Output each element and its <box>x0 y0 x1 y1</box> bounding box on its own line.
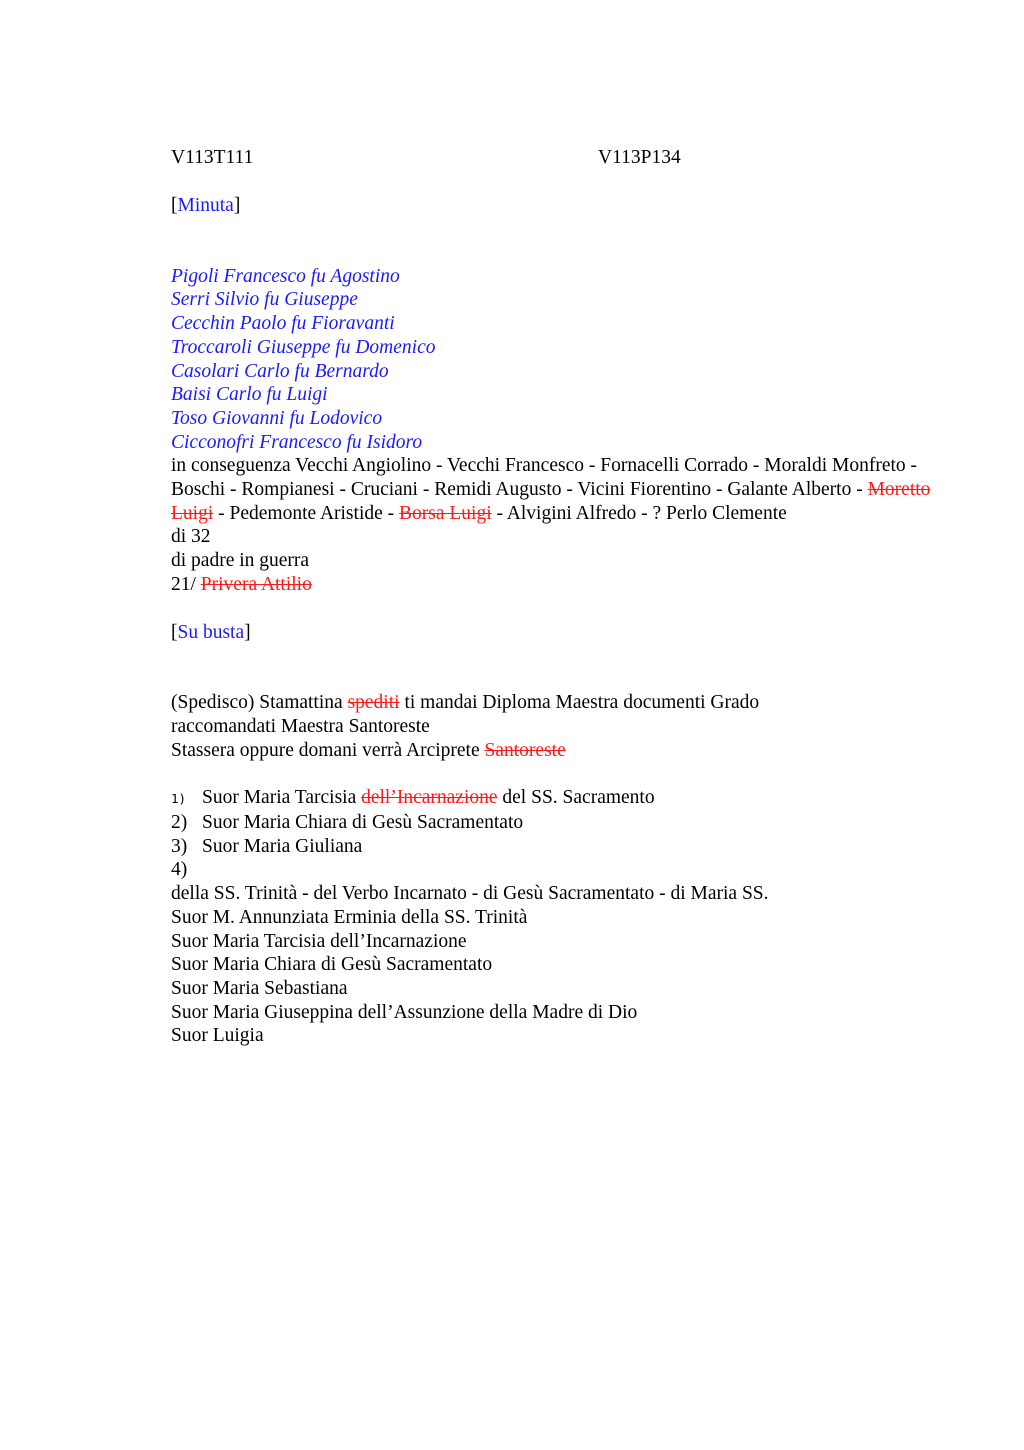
name-item: Toso Giovanni fu Lodovico <box>171 407 383 429</box>
busta-label: Su busta <box>177 621 245 643</box>
code-right: V113P134 <box>598 147 681 168</box>
busta-line: raccomandati Maestra Santoreste <box>171 715 430 737</box>
numbered-list <box>171 786 951 882</box>
name-item: Troccaroli Giuseppe fu Domenico <box>171 336 436 358</box>
text-line: Suor M. Annunziata Erminia della SS. Trinità <box>171 906 528 928</box>
note-line: di 32 <box>171 526 211 548</box>
busta-heading: [Su busta] <box>171 621 251 643</box>
document-codes <box>171 146 951 170</box>
consequence-paragraph: in conseguenza Vecchi Angiolino - Vecchi Francesco - Fornacelli Corrado - Moraldi Monfreto - Boschi - Rompianesi - Cruciani - Remidi Augusto - Vicini Fiorentino - Galante Alberto - Moretto Luigi - Pedemonte Aristide - Borsa Luigi - Alvigini Alfredo - ? Perlo Clemente <box>171 455 931 524</box>
list-item <box>171 858 951 882</box>
struck-text: Borsa Luigi <box>399 502 492 524</box>
name-list <box>171 265 951 455</box>
note-line: 21/ Privera Attilio <box>171 573 312 595</box>
text-line: Suor Maria Giuseppina dell’Assunzione della Madre di Dio <box>171 1001 638 1023</box>
text-line: Suor Maria Chiara di Gesù Sacramentato <box>171 954 493 976</box>
name-item: Baisi Carlo fu Luigi <box>171 384 328 406</box>
minuta-heading: [Minuta] <box>171 195 241 216</box>
note-line: di padre in guerra <box>171 550 310 572</box>
struck-text: spediti <box>347 692 400 714</box>
name-item: Cecchin Paolo fu Fioravanti <box>171 313 395 335</box>
list-item: 1) Suor Maria Tarcisia dell’Incarnazione del SS. Sacramento <box>171 786 951 811</box>
text-line: della SS. Trinità - del Verbo Incarnato - di Gesù Sacramentato - di Maria SS. <box>171 883 769 905</box>
text-line: Suor Maria Tarcisia dell’Incarnazione <box>171 930 467 952</box>
struck-text: Santoreste <box>484 739 566 761</box>
name-item: Serri Silvio fu Giuseppe <box>171 289 358 311</box>
minuta-label: Minuta <box>177 195 234 216</box>
list-number: 4) <box>171 859 188 881</box>
code-left: V113T111 <box>171 147 254 168</box>
name-item: Casolari Carlo fu Bernardo <box>171 360 389 382</box>
busta-line: (Spedisco) Stamattina spediti ti mandai Diploma Maestra documenti Grado <box>171 692 760 714</box>
list-item: 3) Suor Maria Giuliana <box>171 835 363 857</box>
name-item: Cicconofri Francesco fu Isidoro <box>171 431 423 453</box>
list-item: 2) Suor Maria Chiara di Gesù Sacramentato <box>171 812 524 834</box>
trailing-lines <box>171 882 951 1048</box>
struck-text: Privera Attilio <box>200 573 312 595</box>
name-item: Pigoli Francesco fu Agostino <box>171 265 400 287</box>
struck-text: Moretto Luigi <box>171 479 931 524</box>
busta-line: Stassera oppure domani verrà Arciprete Santoreste <box>171 739 566 761</box>
list-number: 3) <box>171 835 188 857</box>
text-line: Suor Luigia <box>171 1025 264 1047</box>
text-line: Suor Maria Sebastiana <box>171 977 348 999</box>
struck-text: dell’Incarnazione <box>361 787 498 809</box>
list-number: 1) <box>171 791 187 807</box>
list-number: 2) <box>171 812 188 834</box>
document-page <box>171 146 951 1048</box>
